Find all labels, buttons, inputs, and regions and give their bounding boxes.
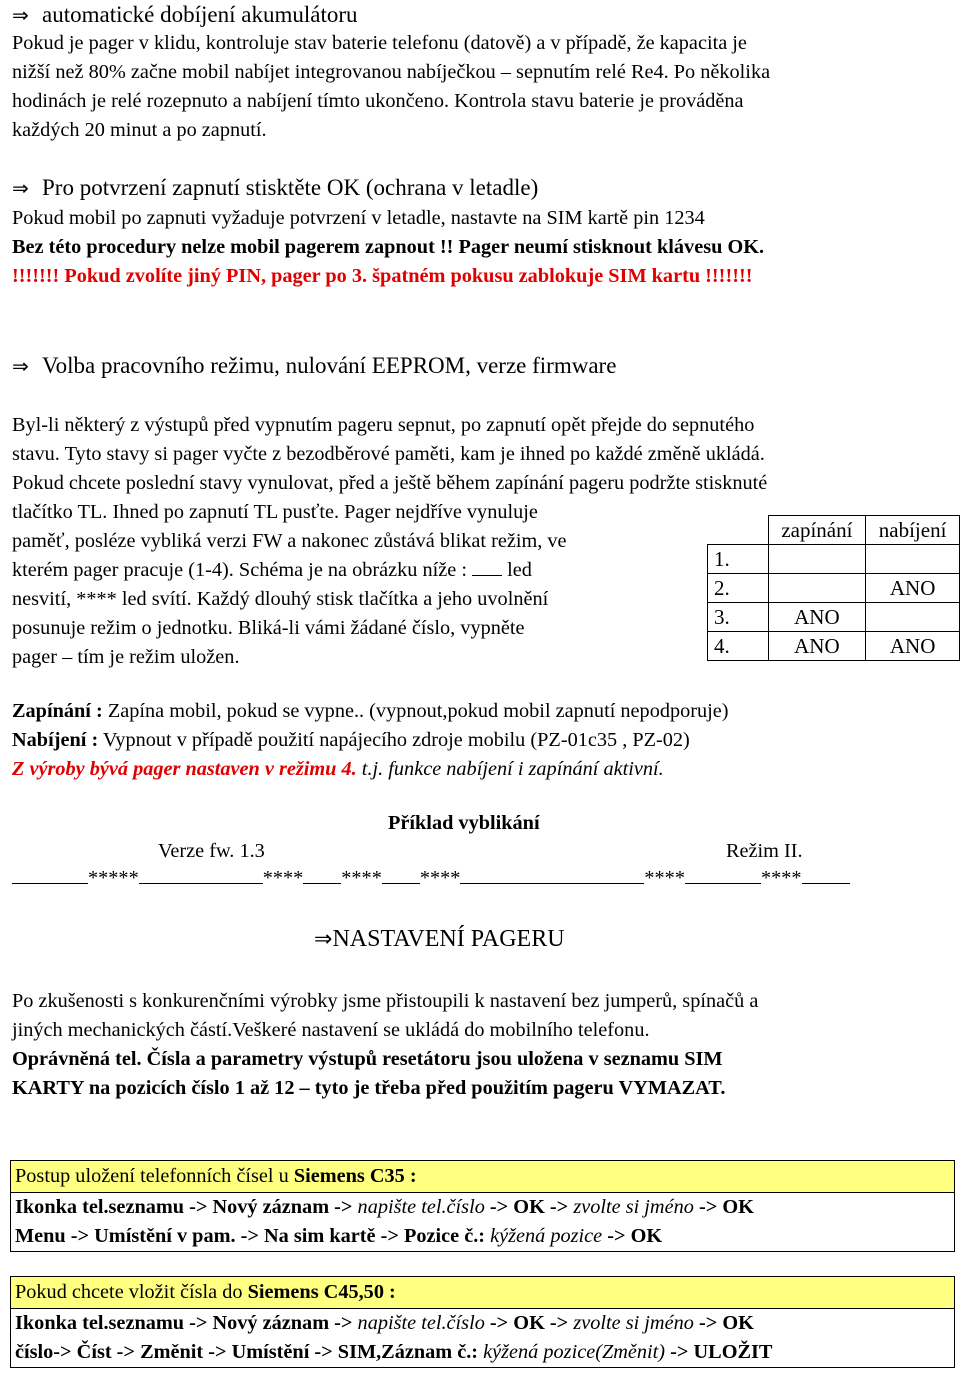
example-title: Příklad vyblikání bbox=[388, 812, 540, 834]
definition-zapinani: Zapínání : Zapína mobil, pokud se vypne.. (vypnout,pokud mobil zapnutí nepodporuje) bbox=[12, 700, 729, 722]
definition-nabijeni: Nabíjení : Vypnout v případě použití napájecího zdroje mobilu (PZ-01c35 , PZ-02) bbox=[12, 729, 690, 751]
section-heading-ok-confirm: ⇒ Pro potvrzení zapnutí stisktěte OK (ochrana v letadle) bbox=[12, 173, 538, 203]
implies-arrow-icon: ⇒ bbox=[12, 3, 29, 27]
warning-line: Bez této procedury nelze mobil pagerem zapnout !! Pager neumí stisknout klávesu OK. bbox=[12, 236, 765, 258]
blank-underline bbox=[472, 559, 502, 576]
blink-pattern bbox=[12, 867, 850, 890]
table-row bbox=[708, 574, 960, 603]
table-cell bbox=[768, 574, 866, 603]
pause-segment bbox=[685, 867, 761, 884]
paragraph-line: jiných mechanických částí.Veškeré nastavení se ukládá do mobilního telefonu. bbox=[12, 1019, 650, 1041]
paragraph-line: nižší než 80% začne mobil nabíjet integrovanou nabíječkou – sepnutím relé Re4. Po několika bbox=[12, 61, 771, 83]
table-header-cell bbox=[708, 516, 769, 545]
blink-stars: **** bbox=[262, 867, 304, 889]
paragraph-line: Byl-li některý z výstupů před vypnutím pageru sepnut, po zapnutí opět přejde do sepnutého bbox=[12, 414, 755, 436]
blink-stars: ***** bbox=[88, 867, 139, 889]
table-cell bbox=[768, 545, 866, 574]
table-cell bbox=[866, 603, 960, 632]
implies-arrow-icon: ⇒ bbox=[314, 927, 333, 952]
paragraph-line: tlačítko TL. Ihned po zapnutí TL pusťte. Pager nejdříve vynuluje bbox=[12, 501, 538, 523]
pause-segment bbox=[12, 867, 88, 884]
table-row bbox=[708, 545, 960, 574]
pin-warning-line: !!!!!!! Pokud zvolíte jiný PIN, pager po 3. špatném pokusu zablokuje SIM kartu !!!!!!! bbox=[12, 265, 753, 287]
box-title: Pokud chcete vložit čísla do Siemens C45,50 : bbox=[11, 1277, 954, 1309]
nastaveni-heading: ⇒NASTAVENÍ PAGERU bbox=[314, 926, 565, 952]
paragraph-line: paměť, posléze vybliká verzi FW a nakonec zůstává blikat režim, ve bbox=[12, 530, 567, 552]
table-cell: ANO bbox=[768, 632, 866, 661]
table-cell: 3. bbox=[708, 603, 769, 632]
table-cell: ANO bbox=[866, 632, 960, 661]
implies-arrow-icon: ⇒ bbox=[12, 176, 29, 200]
pause-segment bbox=[382, 867, 420, 884]
pause-segment bbox=[139, 867, 263, 884]
pause-segment bbox=[460, 867, 644, 884]
paragraph-line: hodinách je relé rozepnuto a nabíjení tímto ukončeno. Kontrola stavu baterie je prováděna bbox=[12, 90, 744, 112]
mode-label: Režim II. bbox=[726, 840, 803, 862]
section-heading-mode: ⇒ Volba pracovního režimu, nulování EEPROM, verze firmware bbox=[12, 351, 616, 381]
implies-arrow-icon: ⇒ bbox=[12, 354, 29, 378]
blink-stars: **** bbox=[760, 867, 802, 889]
paragraph-line-schema: kterém pager pracuje (1-4). Schéma je na obrázku níže : led bbox=[12, 559, 532, 581]
table-cell: 4. bbox=[708, 632, 769, 661]
table-row bbox=[708, 632, 960, 661]
blink-stars: **** bbox=[644, 867, 685, 889]
table-cell: ANO bbox=[866, 574, 960, 603]
table-cell bbox=[866, 545, 960, 574]
paragraph-line: Pokud chcete poslední stavy vynulovat, před a ještě během zapínání pageru podržte stisknuté bbox=[12, 472, 768, 494]
table-header-cell: nabíjení bbox=[866, 516, 960, 545]
table-cell: 2. bbox=[708, 574, 769, 603]
paragraph-line: Po zkušenosti s konkurenčními výrobky jsme přistoupili k nastavení bez jumperů, spínačů a bbox=[12, 990, 759, 1012]
section-heading-charging: ⇒ automatické dobíjení akumulátoru bbox=[12, 0, 358, 30]
pause-segment bbox=[802, 867, 850, 884]
firmware-version-label: Verze fw. 1.3 bbox=[158, 840, 265, 862]
pause-segment bbox=[303, 867, 341, 884]
paragraph-line: každých 20 minut a po zapnutí. bbox=[12, 119, 267, 141]
table-cell: 1. bbox=[708, 545, 769, 574]
paragraph-line: Pokud je pager v klidu, kontroluje stav baterie telefonu (datově) a v případě, že kapacita je bbox=[12, 32, 747, 54]
instruction-row: číslo-> Číst -> Změnit -> Umístění -> SIM,Záznam č.: kýžená pozice(Změnit) -> ULOŽIT bbox=[15, 1341, 773, 1363]
instruction-row: Menu -> Umístění v pam. -> Na sim kartě -> Pozice č.: kýžená pozice -> OK bbox=[15, 1225, 663, 1247]
paragraph-line-bold: KARTY na pozicích číslo 1 až 12 – tyto je třeba před použitím pageru VYMAZAT. bbox=[12, 1077, 726, 1099]
paragraph-line: posunuje režim o jednotku. Bliká-li vámi žádané číslo, vypněte bbox=[12, 617, 525, 639]
table-header-cell: zapínání bbox=[768, 516, 866, 545]
paragraph-line: Pokud mobil po zapnuti vyžaduje potvrzení v letadle, nastavte na SIM kartě pin 1234 bbox=[12, 207, 705, 229]
blink-stars: **** bbox=[419, 867, 461, 889]
instructions-box-c35 bbox=[10, 1160, 955, 1252]
instruction-row: Ikonka tel.seznamu -> Nový záznam -> napište tel.číslo -> OK -> zvolte si jméno -> OK bbox=[15, 1196, 754, 1218]
paragraph-line: stavu. Tyto stavy si pager vyčte z bezodběrové paměti, kam je ihned po každé změně ukládá. bbox=[12, 443, 765, 465]
mode-table bbox=[707, 515, 960, 661]
paragraph-line: nesvití, **** led svítí. Každý dlouhý stisk tlačítka a jeho uvolnění bbox=[12, 588, 549, 610]
instructions-box-c45 bbox=[10, 1276, 955, 1368]
table-header-row bbox=[708, 516, 960, 545]
table-cell: ANO bbox=[768, 603, 866, 632]
table-row bbox=[708, 603, 960, 632]
paragraph-line-bold: Oprávněná tel. Čísla a parametry výstupů resetátoru jsou uložena v seznamu SIM bbox=[12, 1048, 723, 1070]
factory-setting-note: Z výroby bývá pager nastaven v režimu 4. t.j. funkce nabíjení i zapínání aktivní. bbox=[12, 758, 664, 780]
box-title: Postup uložení telefonních čísel u Siemens C35 : bbox=[11, 1161, 954, 1193]
instruction-row: Ikonka tel.seznamu -> Nový záznam -> napište tel.číslo -> OK -> zvolte si jméno -> OK bbox=[15, 1312, 754, 1334]
blink-stars: **** bbox=[341, 867, 382, 889]
paragraph-line: pager – tím je režim uložen. bbox=[12, 646, 240, 668]
